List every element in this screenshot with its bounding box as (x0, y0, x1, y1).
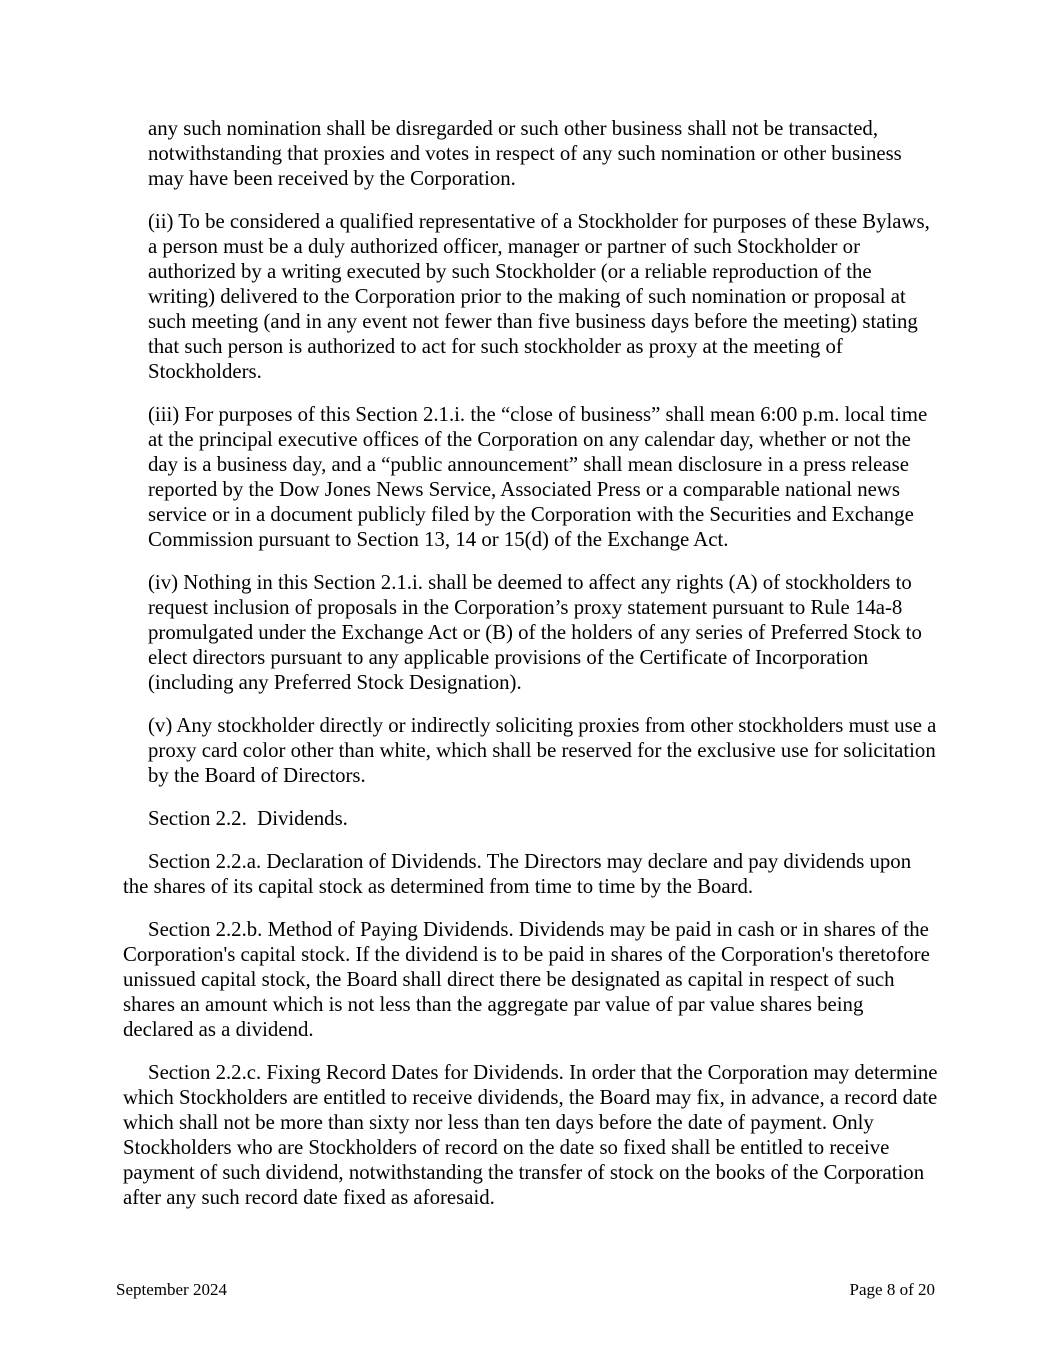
footer-page-number: Page 8 of 20 (849, 1280, 935, 1299)
paragraph-ii-qualified-representative: (ii) To be considered a qualified representative of a Stockholder for purposes of these Bylaws, a person must be a duly authorized officer, manager or partner of such Stockholder or authorized by a writing executed by such Stockholder (or a reliable reproduction of the writing) delivered to the Corporation prior to the making of such nomination or proposal at such meeting (and in any event not fewer than five business days before the meeting) stating that such person is authorized to act for such stockholder as proxy at the meeting of Stockholders. (148, 210, 936, 383)
paragraph-iv-nothing-in-section: (iv) Nothing in this Section 2.1.i. shall be deemed to affect any rights (A) of stockholders to request inclusion of proposals in the Corporation’s proxy statement pursuant to Rule 14a-8 promulgated under the Exchange Act or (B) of the holders of any series of Preferred Stock to elect directors pursuant to any applicable provisions of the Certificate of Incorporation (including any Preferred Stock Designation). (148, 571, 928, 694)
document-body (123, 116, 943, 1228)
section-2-2-c-fixing-record-dates: Section 2.2.c. Fixing Record Dates for Dividends. In order that the Corporation may determine which Stockholders are entitled to receive dividends, the Board may fix, in advance, a record date which shall not be more than sixty nor less than ten days before the date of payment. Only Stockholders who are Stockholders of record on the date so fixed shall be entitled to receive payment of such dividend, notwithstanding the transfer of stock on the books of the Corporation after any such record date fixed as aforesaid. (123, 1061, 943, 1209)
page-footer (116, 1279, 935, 1301)
paragraph-continuation: any such nomination shall be disregarded or such other business shall not be transacted, notwithstanding that proxies and votes in respect of any such nomination or other business may have been received by the Corporation. (148, 117, 907, 190)
section-2-2-a-declaration-of-dividends: Section 2.2.a. Declaration of Dividends. The Directors may declare and pay dividends upon the shares of its capital stock as determined from time to time by the Board. (123, 850, 917, 898)
paragraph-iii-close-of-business: (iii) For purposes of this Section 2.1.i. the “close of business” shall mean 6:00 p.m. local time at the principal executive offices of the Corporation on any calendar day, whether or not the day is a business day, and a “public announcement” shall mean disclosure in a press release reported by the Dow Jones News Service, Associated Press or a comparable national news service or in a document publicly filed by the Corporation with the Securities and Exchange Commission pursuant to Section 13, 14 or 15(d) of the Exchange Act. (148, 403, 933, 551)
section-2-2-heading: Section 2.2. Dividends. (148, 807, 348, 830)
paragraph-v-proxy-card-color: (v) Any stockholder directly or indirectly soliciting proxies from other stockholders must use a proxy card color other than white, which shall be reserved for the exclusive use for solicitation by the Board of Directors. (148, 714, 942, 787)
section-2-2-b-method-of-paying-dividends: Section 2.2.b. Method of Paying Dividends. Dividends may be paid in cash or in shares of the Corporation's capital stock. If the dividend is to be paid in shares of the Corporation's theretofore unissued capital stock, the Board shall direct there be designated as capital in respect of such shares an amount which is not less than the aggregate par value of par value shares being declared as a dividend. (123, 918, 936, 1041)
footer-date: September 2024 (116, 1280, 227, 1299)
